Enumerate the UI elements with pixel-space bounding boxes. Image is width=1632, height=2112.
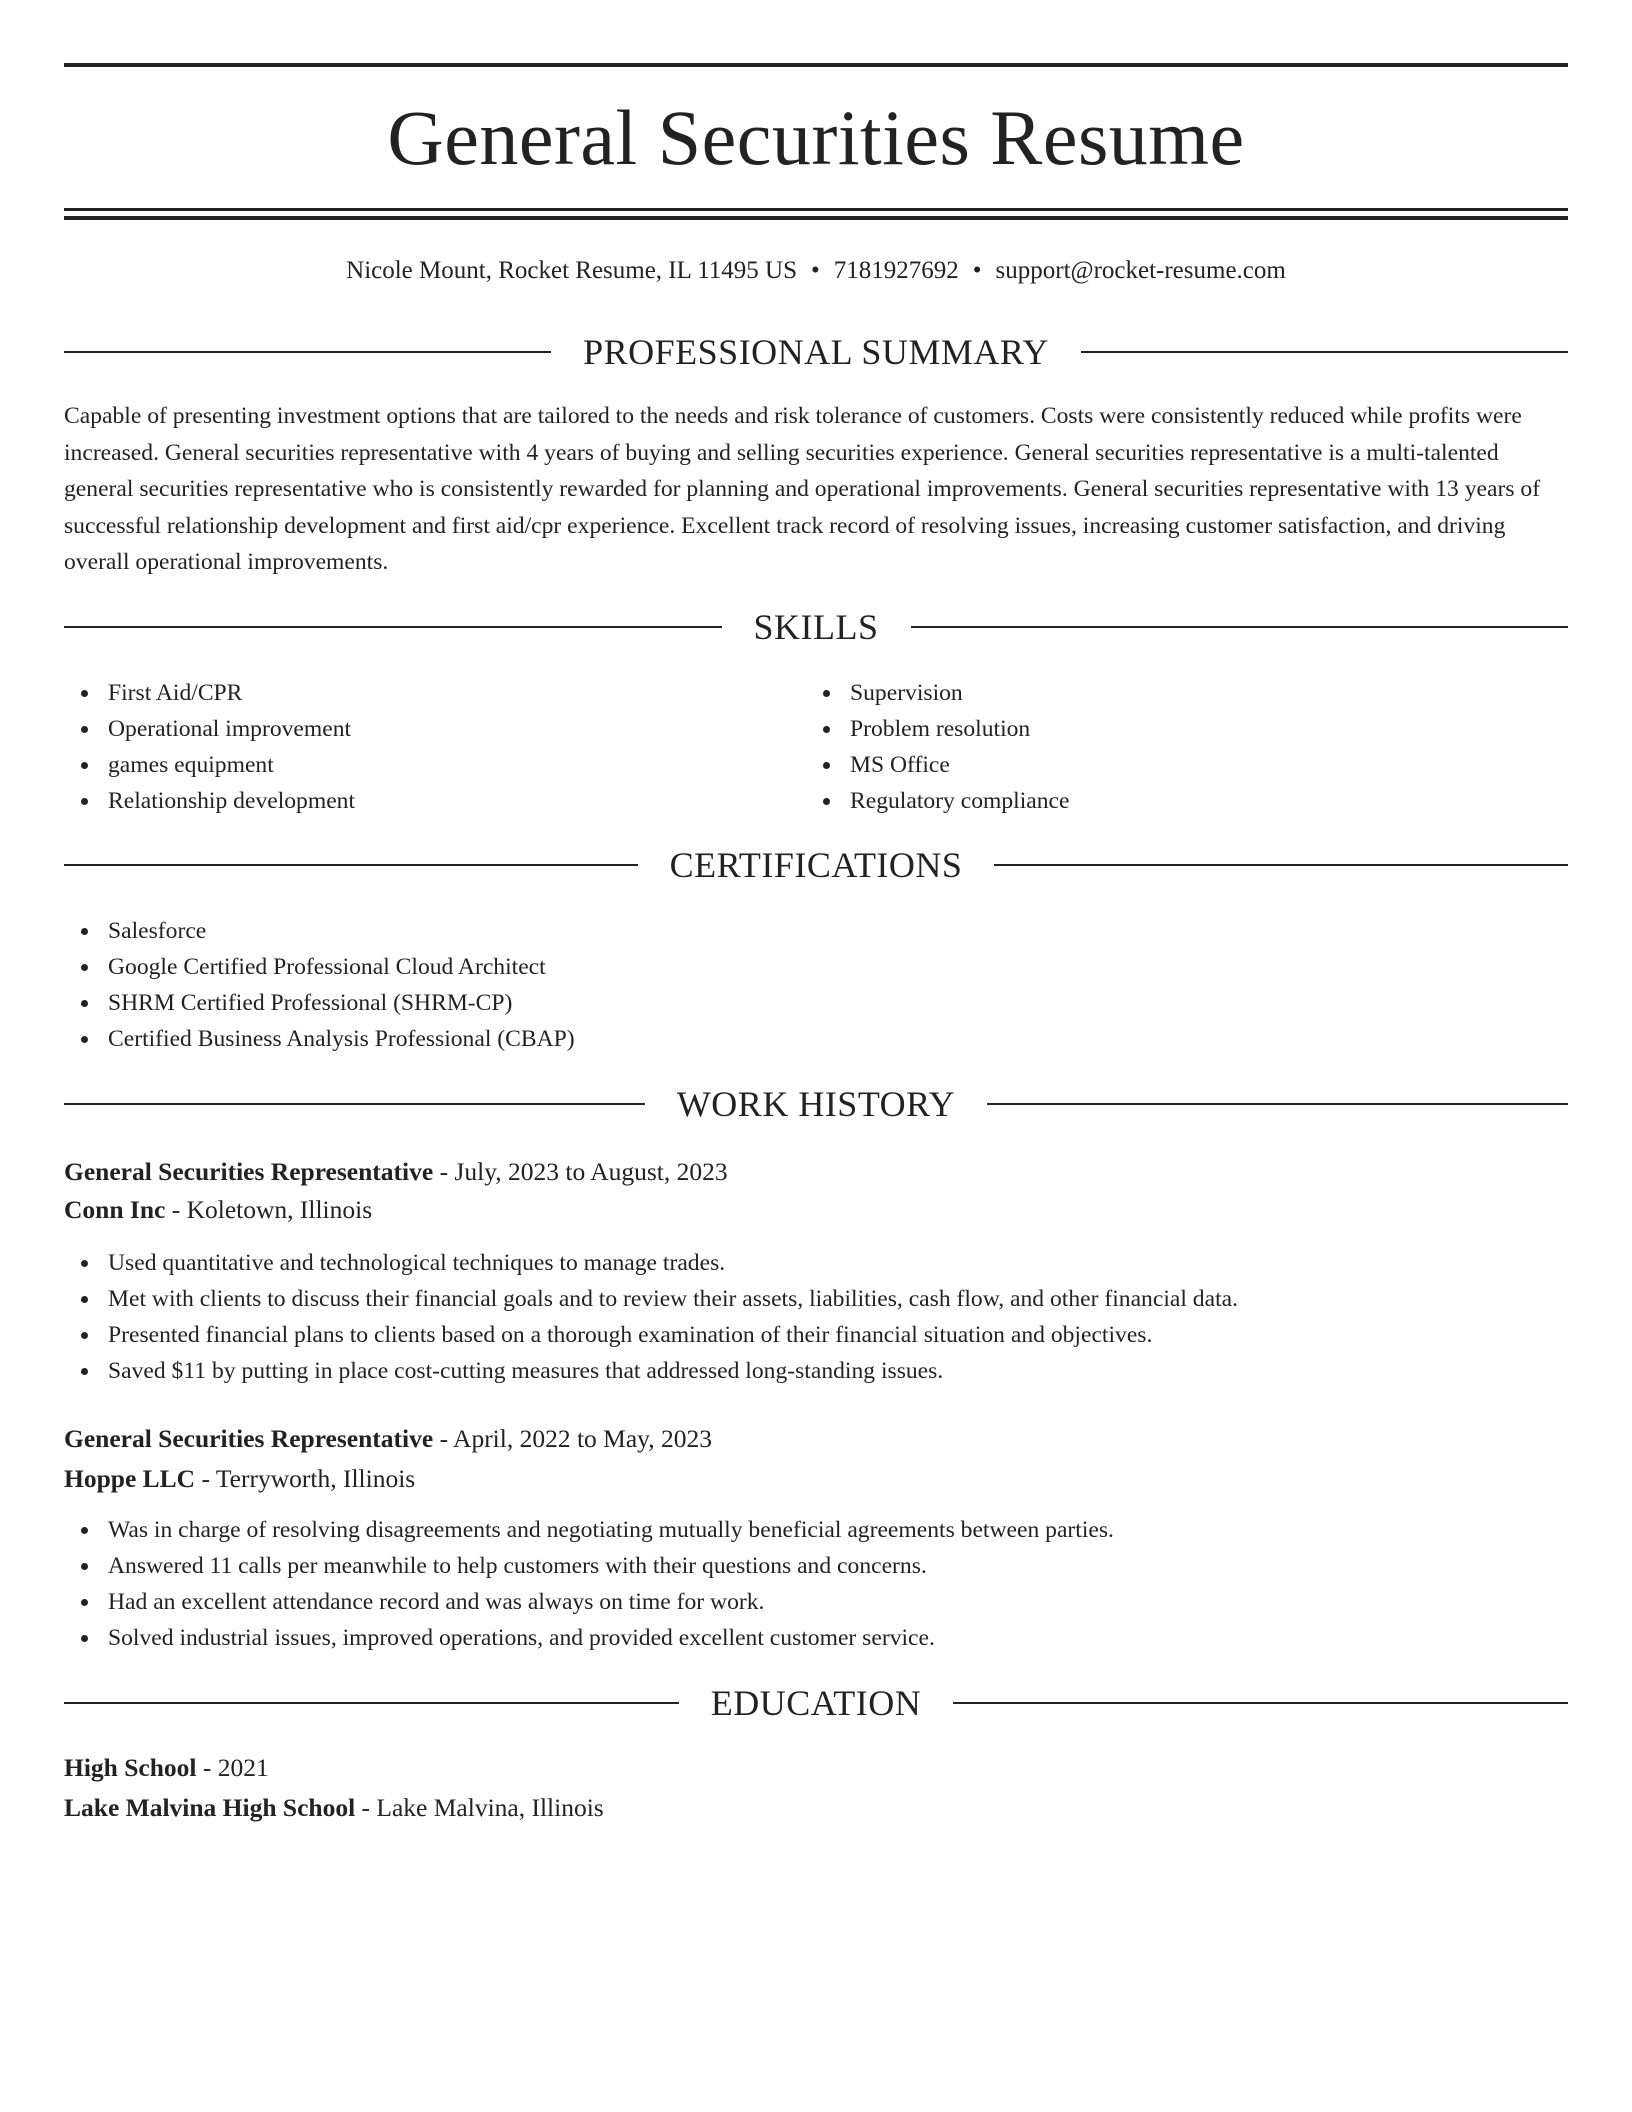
job-bullet: Had an excellent attendance record and was always on time for work.	[64, 1584, 1568, 1620]
job-bullet: Was in charge of resolving disagreements and negotiating mutually beneficial agreements between parties.	[64, 1512, 1568, 1548]
job-bullet: Solved industrial issues, improved operations, and provided excellent customer service.	[64, 1620, 1568, 1656]
section-heading-certifications	[64, 842, 1568, 888]
contact-phone: 7181927692	[833, 257, 959, 284]
heading-rule-right	[953, 1702, 1568, 1704]
certification-item: SHRM Certified Professional (SHRM-CP)	[64, 985, 1568, 1021]
skill-item: Operational improvement	[64, 711, 804, 747]
job-dates: - April, 2022 to May, 2023	[439, 1424, 713, 1453]
section-title-work-history: WORK HISTORY	[676, 1084, 956, 1124]
section-heading-work-history	[64, 1081, 1568, 1127]
section-heading-education	[64, 1680, 1568, 1726]
job-company-line	[64, 1191, 1568, 1229]
heading-rule-right	[994, 864, 1568, 866]
job-bullets	[64, 1512, 1568, 1656]
job-location: - Terryworth, Illinois	[201, 1464, 416, 1493]
heading-rule-right	[911, 626, 1569, 628]
job-bullet: Answered 11 calls per meanwhile to help customers with their questions and concerns.	[64, 1548, 1568, 1584]
job-title-line	[64, 1420, 1568, 1458]
education-location: - Lake Malvina, Illinois	[361, 1793, 604, 1822]
job-bullet: Used quantitative and technological techniques to manage trades.	[64, 1245, 1568, 1281]
title-rule-lower	[64, 216, 1568, 220]
job-dates: - July, 2023 to August, 2023	[439, 1157, 728, 1186]
education-school-line	[64, 1789, 1568, 1827]
skill-item: Problem resolution	[806, 711, 1546, 747]
job-bullet: Presented financial plans to clients based on a thorough examination of their financial situation and objectives.	[64, 1317, 1568, 1353]
education-school: Lake Malvina High School	[64, 1793, 356, 1822]
skill-item: First Aid/CPR	[64, 675, 804, 711]
title-rule-upper	[64, 208, 1568, 211]
education-year: - 2021	[202, 1753, 269, 1782]
heading-rule-right	[987, 1103, 1568, 1105]
heading-rule-left	[64, 1103, 645, 1105]
job-title-line	[64, 1153, 1568, 1191]
contact-separator: •	[811, 257, 820, 284]
certification-item: Google Certified Professional Cloud Architect	[64, 949, 1568, 985]
job-company: Hoppe LLC	[64, 1464, 196, 1493]
job-bullets	[64, 1245, 1568, 1389]
heading-rule-left	[64, 1702, 679, 1704]
contact-email: support@rocket-resume.com	[995, 257, 1286, 284]
skill-item: Supervision	[806, 675, 1546, 711]
certification-item: Certified Business Analysis Professional (CBAP)	[64, 1021, 1568, 1057]
skills-list-left	[64, 675, 804, 819]
heading-rule-right	[1081, 351, 1568, 353]
resume-title: General Securities Resume	[387, 94, 1245, 181]
section-title-summary: PROFESSIONAL SUMMARY	[583, 332, 1049, 372]
skills-list-right	[806, 675, 1546, 819]
section-heading-skills	[64, 604, 1568, 650]
contact-line	[64, 253, 1568, 289]
job-title: General Securities Representative	[64, 1424, 434, 1453]
education-degree: High School	[64, 1753, 197, 1782]
certification-item: Salesforce	[64, 913, 1568, 949]
certifications-list	[64, 913, 1568, 1057]
heading-rule-left	[64, 351, 551, 353]
job-bullet: Met with clients to discuss their financial goals and to review their assets, liabilities, cash flow, and other financial data.	[64, 1281, 1568, 1317]
skill-item: games equipment	[64, 747, 804, 783]
contact-separator: •	[972, 257, 982, 284]
summary-text: Capable of presenting investment options that are tailored to the needs and risk tolerance of customers. Costs were consistently reduced while profits were increased. General securities representative with 4 years of buying and selling securities experience. General securities representative is a multi-talented general securities representative who is consistently rewarded for planning and operational improvements. General securities representative with 13 years of successful relationship development and first aid/cpr experience. Excellent track record of resolving issues, increasing customer satisfaction, and driving overall operational improvements.	[64, 403, 1541, 575]
job-company-line	[64, 1460, 1568, 1498]
heading-rule-left	[64, 864, 638, 866]
job-title: General Securities Representative	[64, 1157, 434, 1186]
section-heading-summary	[64, 329, 1568, 375]
skill-item: Relationship development	[64, 783, 804, 819]
section-title-skills: SKILLS	[753, 607, 879, 647]
skill-item: MS Office	[806, 747, 1546, 783]
section-title-certifications: CERTIFICATIONS	[669, 845, 963, 885]
heading-rule-left	[64, 626, 722, 628]
skill-item: Regulatory compliance	[806, 783, 1546, 819]
job-company: Conn Inc	[64, 1195, 166, 1224]
job-location: - Koletown, Illinois	[171, 1195, 373, 1224]
job-bullet: Saved $11 by putting in place cost-cutting measures that addressed long-standing issues.	[64, 1353, 1568, 1389]
contact-address: Nicole Mount, Rocket Resume, IL 11495 US	[346, 257, 798, 284]
section-title-education: EDUCATION	[710, 1683, 922, 1723]
education-degree-line	[64, 1749, 1568, 1787]
top-rule	[64, 63, 1568, 67]
